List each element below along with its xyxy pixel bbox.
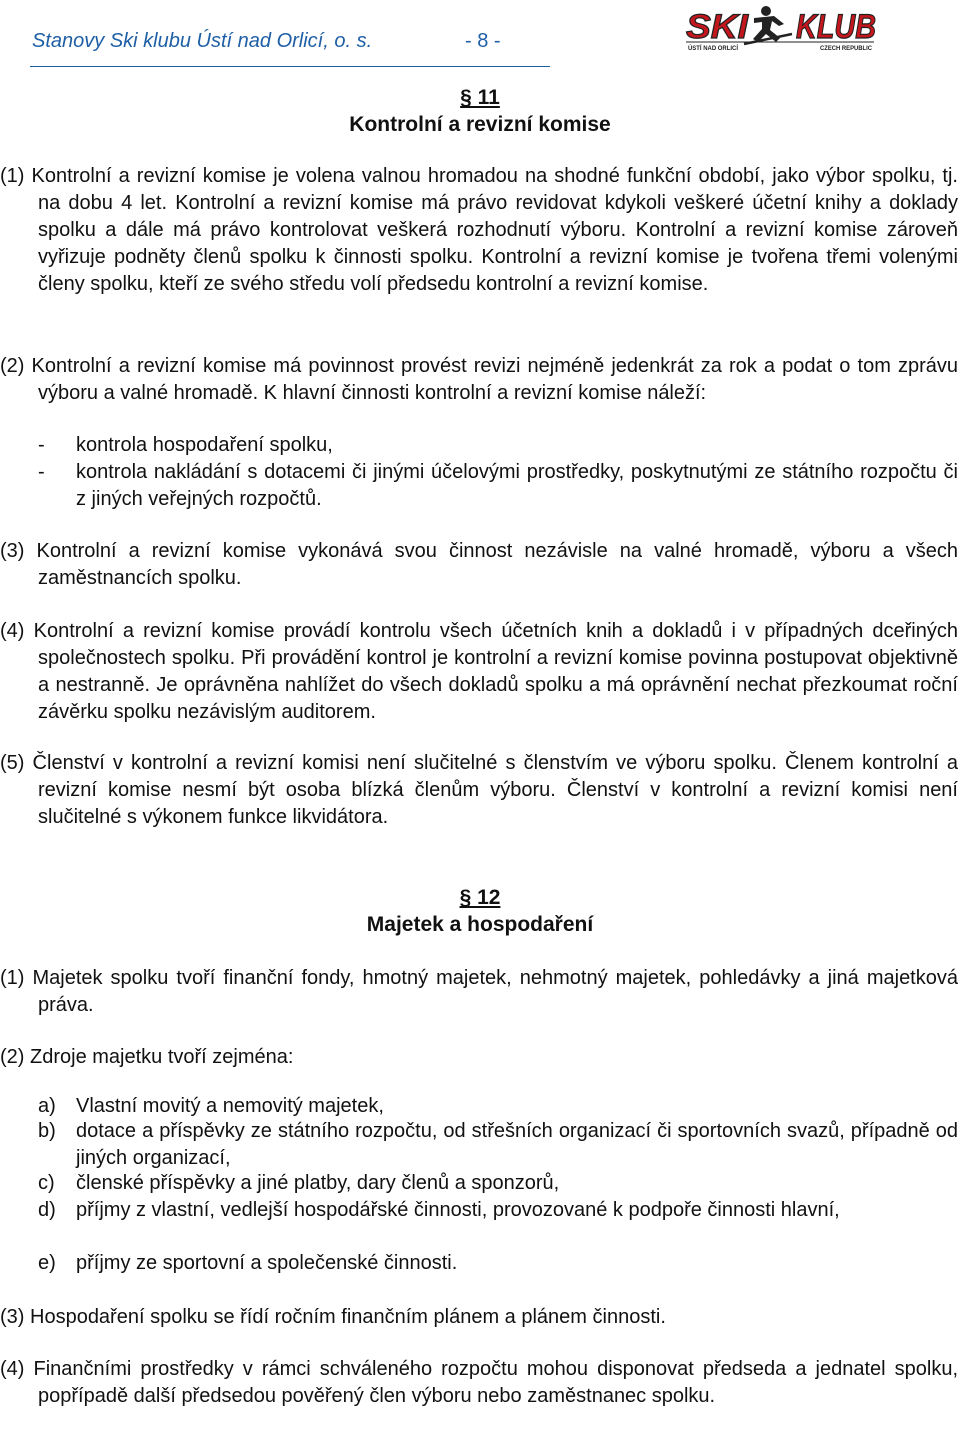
list-marker: d) [38,1199,56,1221]
list-marker: a) [38,1095,56,1117]
list-item [0,1118,958,1172]
list-item [0,1250,958,1277]
list-item-text: dotace a příspěvky ze státního rozpočtu, od střešních organizací či sportovních svazů, případně od jiných organizací, [76,1120,958,1169]
paragraph-text: (1) Kontrolní a revizní komise je volena valnou hromadou na shodné funkční období, jako výbor spolku, tj. na dobu 4 let. Kontrolní a revizní komise má právo revidovat kdykoli veškeré účetní knihy a doklady spolku a dále má právo kontrolovat veškerá rozhodnutí výboru. Kontrolní a revizní komise zároveň vyřizuje podněty členů spolku k činnosti spolku. Kontrolní a revizní komise je tvořena třemi volenými členy spolku, kteří ze svého středu volí předsedu kontrolní a revizní komise. [0,165,958,295]
page-number: - 8 - [465,30,501,52]
paragraph [0,618,958,726]
list-item [0,1197,958,1224]
document-header-title: Stanovy Ski klubu Ústí nad Orlicí, o. s. [32,30,373,52]
section-number: § 11 [460,86,500,109]
svg-text:ÚSTÍ NAD ORLICÍ: ÚSTÍ NAD ORLICÍ [688,45,743,52]
section-heading [0,884,960,938]
paragraph-text: (2) Kontrolní a revizní komise má povinnost provést revizi nejméně jedenkrát za rok a podat o tom zprávu výboru a valné hromadě. K hlavní činnosti kontrolní a revizní komise náleží: [0,355,958,404]
list-marker: - [38,461,45,483]
list-item-text: Vlastní movitý a nemovitý majetek, [76,1095,384,1117]
list-item-text: příjmy z vlastní, vedlejší hospodářské činnosti, provozované k podpoře činnosti hlavní, [76,1199,840,1221]
svg-text:KLUB: KLUB [796,8,876,46]
section-number: § 12 [459,886,501,909]
list-item [0,1093,958,1120]
section-title: Kontrolní a revizní komise [349,113,611,136]
paragraph [0,163,958,298]
list-marker: - [38,434,45,456]
list-marker: e) [38,1252,56,1274]
paragraph [0,750,958,831]
list-marker: b) [38,1120,56,1142]
paragraph [0,353,958,407]
list-item [0,432,958,459]
list-item [0,1170,958,1197]
svg-text:SKI: SKI [686,8,750,46]
paragraph-text: (2) Zdroje majetku tvoří zejména: [0,1046,294,1068]
list-item-text: kontrola nakládání s dotacemi či jinými účelovými prostředky, poskytnutými ze státního rozpočtu či z jiných veřejných rozpočtů. [76,461,958,510]
paragraph-text: (3) Hospodaření spolku se řídí ročním finančním plánem a plánem činnosti. [0,1306,666,1328]
svg-text:CZECH REPUBLIC: CZECH REPUBLIC [820,45,873,52]
list-item-text: členské příspěvky a jiné platby, dary členů a sponzorů, [76,1172,560,1194]
paragraph [0,538,958,592]
section-heading [0,84,960,138]
paragraph [0,965,958,1019]
ski-klub-logo-graphic [684,4,876,54]
list-marker: c) [38,1172,55,1194]
paragraph [0,1044,958,1071]
paragraph-text: (3) Kontrolní a revizní komise vykonává svou činnost nezávisle na valné hromadě, výboru a všech zaměstnancích spolku. [0,540,958,589]
skier-silhouette-icon [744,6,792,44]
paragraph-text: (5) Členství v kontrolní a revizní komisi není slučitelné s členstvím ve výboru spolku. Členem kontrolní a revizní komise nesmí být osoba blízká členům výboru. Členství v kontrolní a revizní komisi není slučitelné s výkonem funkce likvidátora. [0,752,958,828]
ski-klub-logo [684,4,876,54]
paragraph-text: (4) Kontrolní a revizní komise provádí kontrolu všech účetních knih a dokladů i v případných dceřiných společnostech spolku. Při provádění kontrol je kontrolní a revizní komise povinna postupovat objektivně a nestranně. Je oprávněna nahlížet do všech dokladů spolku a má oprávnění nechat přezkoumat roční závěrku spolku nezávislým auditorem. [0,620,958,723]
section-title: Majetek a hospodaření [366,913,594,936]
list-item [0,459,958,513]
list-item-text: kontrola hospodaření spolku, [76,434,333,456]
paragraph [0,1304,958,1331]
header-rule [30,66,550,67]
paragraph-text: (1) Majetek spolku tvoří finanční fondy, hmotný majetek, nehmotný majetek, pohledávky a jiná majetková práva. [0,967,958,1016]
paragraph-text: (4) Finančními prostředky v rámci schváleného rozpočtu mohou disponovat předseda a jednatel spolku, popřípadě další předsedou pověřený člen výboru nebo zaměstnanec spolku. [0,1358,958,1407]
paragraph [0,1356,958,1410]
list-item-text: příjmy ze sportovní a společenské činnosti. [76,1252,458,1274]
